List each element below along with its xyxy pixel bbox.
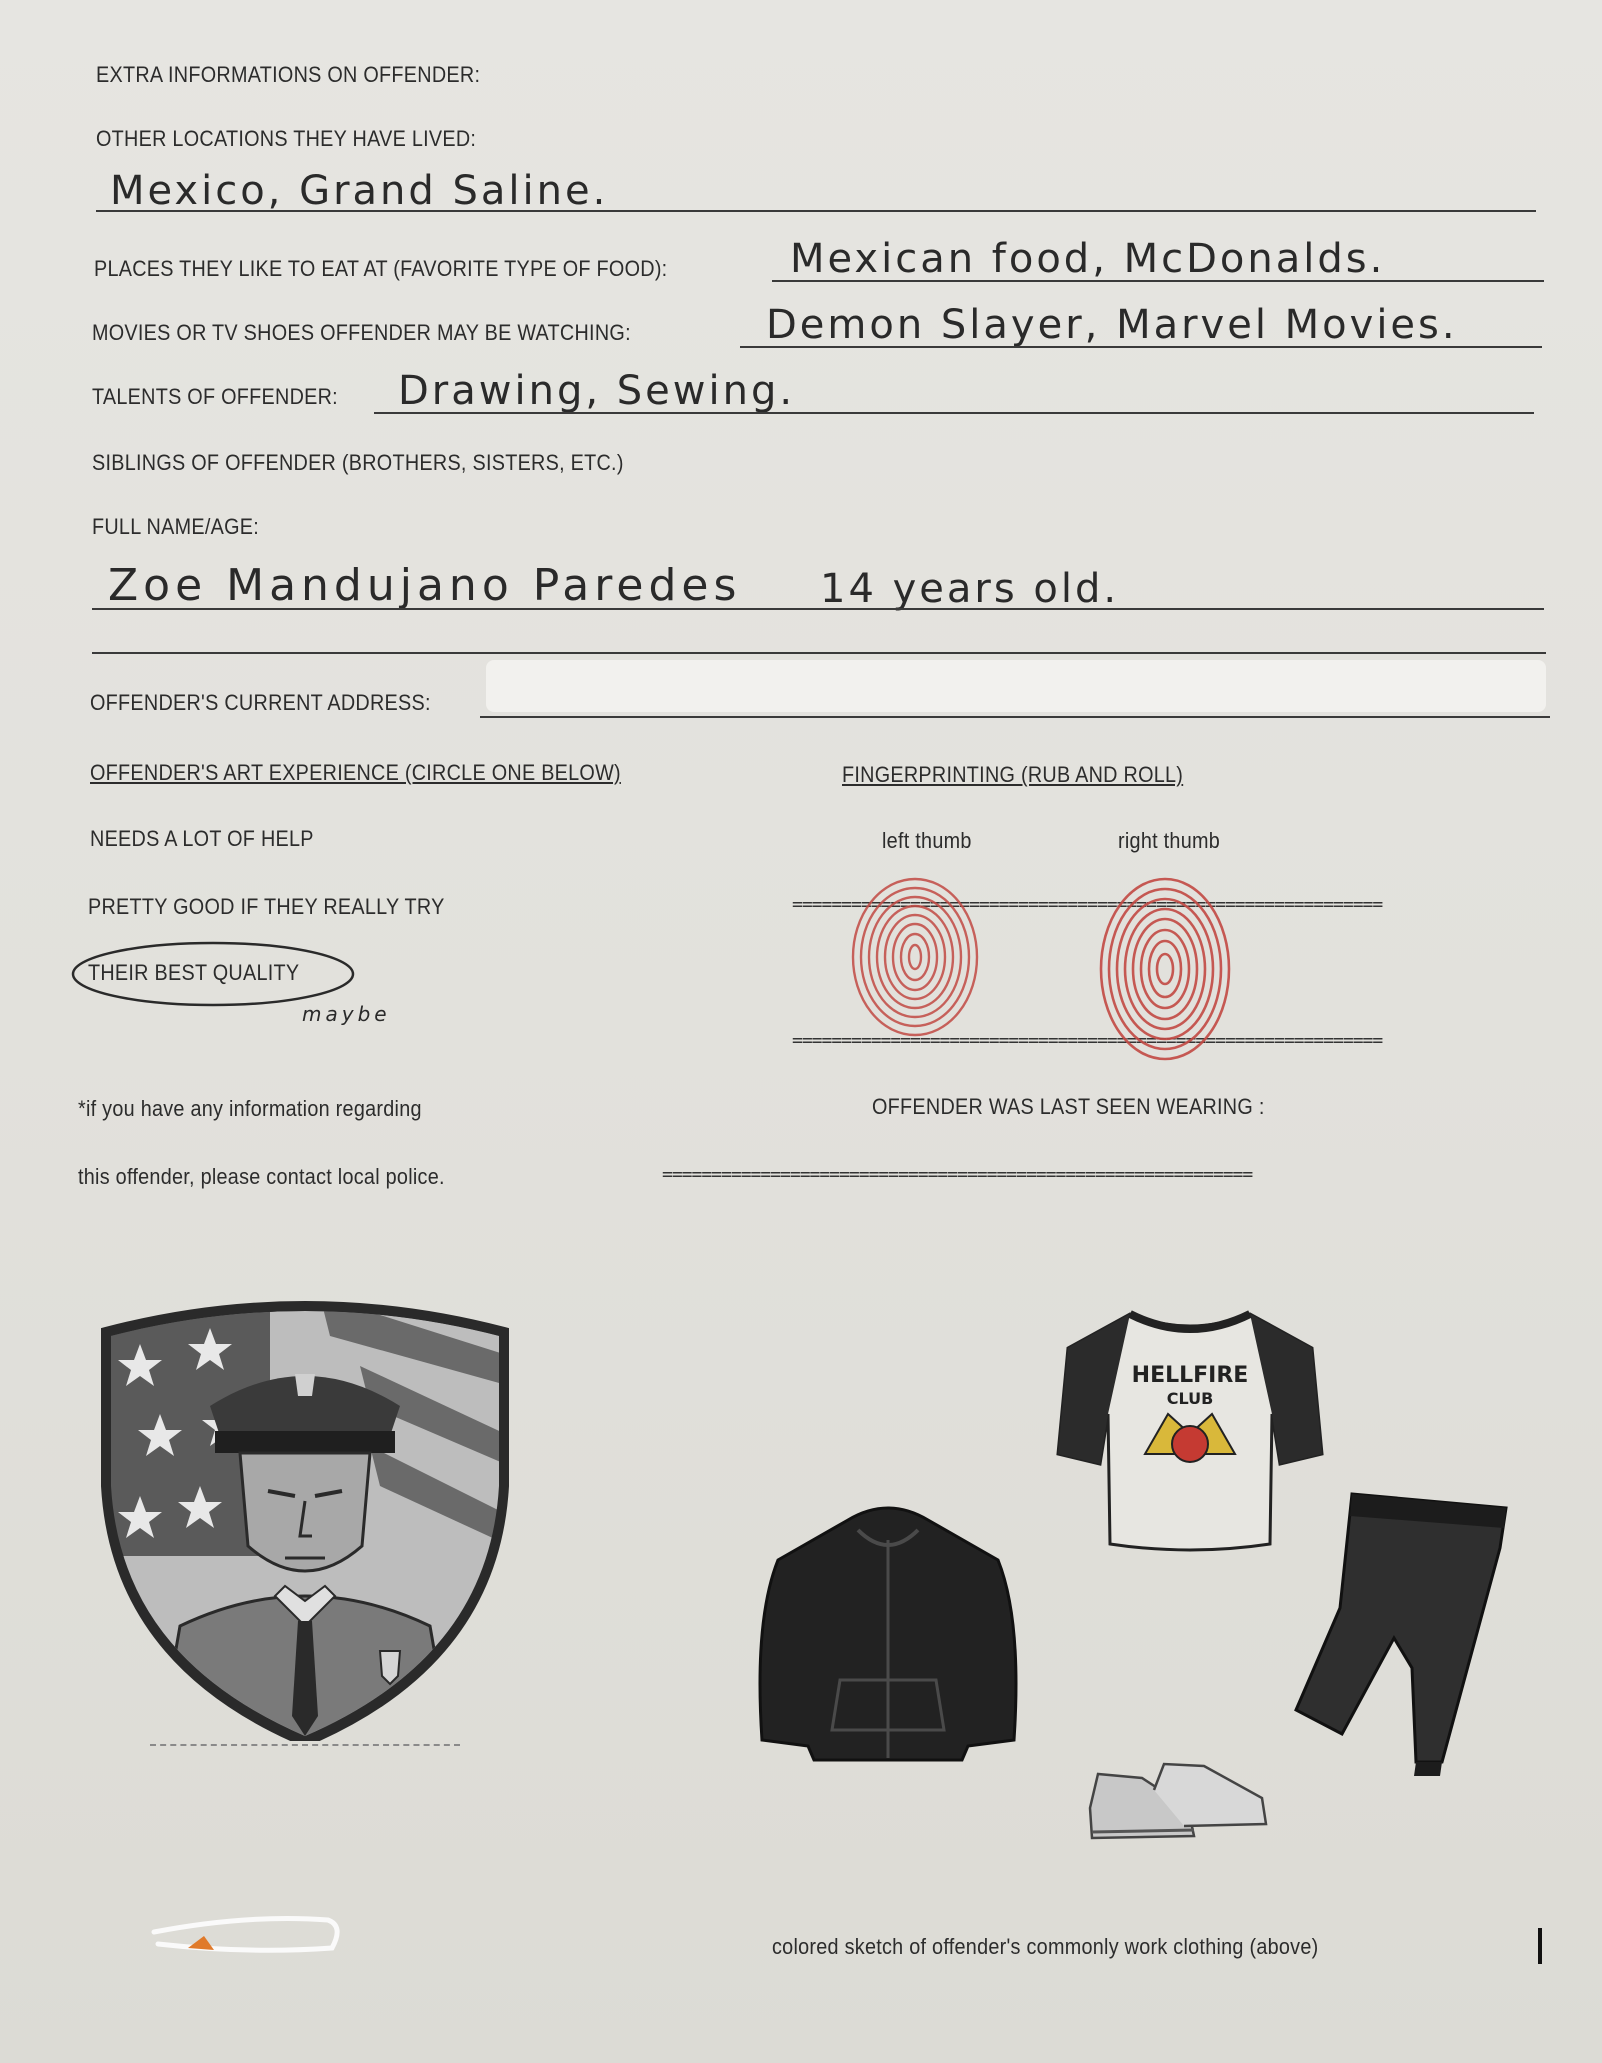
fullname-line-2 <box>92 652 1546 654</box>
fullname-value: Zoe Mandujano Paredes <box>108 560 742 611</box>
form-header: EXTRA INFORMATIONS ON OFFENDER: <box>96 62 481 87</box>
address-line <box>480 716 1550 718</box>
art-option-2: PRETTY GOOD IF THEY REALLY TRY <box>88 894 445 919</box>
locations-value: Mexico, Grand Saline. <box>110 168 609 214</box>
caption: colored sketch of offender's commonly work clothing (above) <box>772 1934 1319 1959</box>
info-line-2: this offender, please contact local police. <box>78 1164 445 1189</box>
wearing-dash: ============================================================ <box>662 1164 1253 1185</box>
fingerprint-icon <box>840 872 990 1042</box>
pants-icon <box>1292 1488 1518 1778</box>
food-label: PLACES THEY LIKE TO EAT AT (FAVORITE TYPE OF FOOD): <box>94 256 668 281</box>
shirt-text-2: CLUB <box>1166 1389 1214 1408</box>
talents-value: Drawing, Sewing. <box>398 368 796 414</box>
police-badge-icon <box>100 1296 510 1741</box>
siblings-label: SIBLINGS OF OFFENDER (BROTHERS, SISTERS, ETC.) <box>92 450 624 475</box>
caption-end-bar <box>1538 1928 1542 1964</box>
shirt-text-1: HELLFIRE <box>1131 1363 1249 1388</box>
wearing-label: OFFENDER WAS LAST SEEN WEARING : <box>872 1094 1265 1119</box>
address-redaction <box>486 660 1546 712</box>
locations-line <box>96 210 1536 212</box>
right-thumb-label: right thumb <box>1118 828 1221 853</box>
talents-label: TALENTS OF OFFENDER: <box>92 384 338 409</box>
finger-label: FINGERPRINTING (RUB AND ROLL) <box>842 762 1184 787</box>
info-line-1: *if you have any information regarding <box>78 1096 422 1121</box>
circle-mark-icon <box>68 938 358 1010</box>
movies-line <box>740 346 1542 348</box>
food-value: Mexican food, McDonalds. <box>790 236 1386 282</box>
shoes-icon <box>1084 1758 1274 1850</box>
art-note: maybe <box>302 1002 391 1026</box>
fullname-line <box>92 608 1544 610</box>
movies-value: Demon Slayer, Marvel Movies. <box>766 302 1458 348</box>
age-value: 14 years old. <box>820 566 1120 612</box>
left-thumb-label: left thumb <box>882 828 972 853</box>
fullname-label: FULL NAME/AGE: <box>92 514 259 539</box>
food-line <box>772 280 1544 282</box>
hoodie-icon <box>748 1500 1028 1770</box>
arrow-sketch-icon <box>148 1908 348 1968</box>
badge-underline <box>150 1744 460 1746</box>
address-label: OFFENDER'S CURRENT ADDRESS: <box>90 690 431 715</box>
talents-line <box>374 412 1534 414</box>
movies-label: MOVIES OR TV SHOES OFFENDER MAY BE WATCHING: <box>92 320 631 345</box>
fingerprint-icon <box>1090 872 1240 1066</box>
finger-bottom-dash: ============================================================ <box>792 1030 1383 1051</box>
shirt-icon <box>1050 1304 1330 1554</box>
art-option-1: NEEDS A LOT OF HELP <box>90 826 314 851</box>
art-label: OFFENDER'S ART EXPERIENCE (CIRCLE ONE BELOW) <box>90 760 621 785</box>
finger-top-dash: ============================================================ <box>792 894 1383 915</box>
locations-label: OTHER LOCATIONS THEY HAVE LIVED: <box>96 126 477 151</box>
art-option-3: THEIR BEST QUALITY <box>88 960 300 985</box>
